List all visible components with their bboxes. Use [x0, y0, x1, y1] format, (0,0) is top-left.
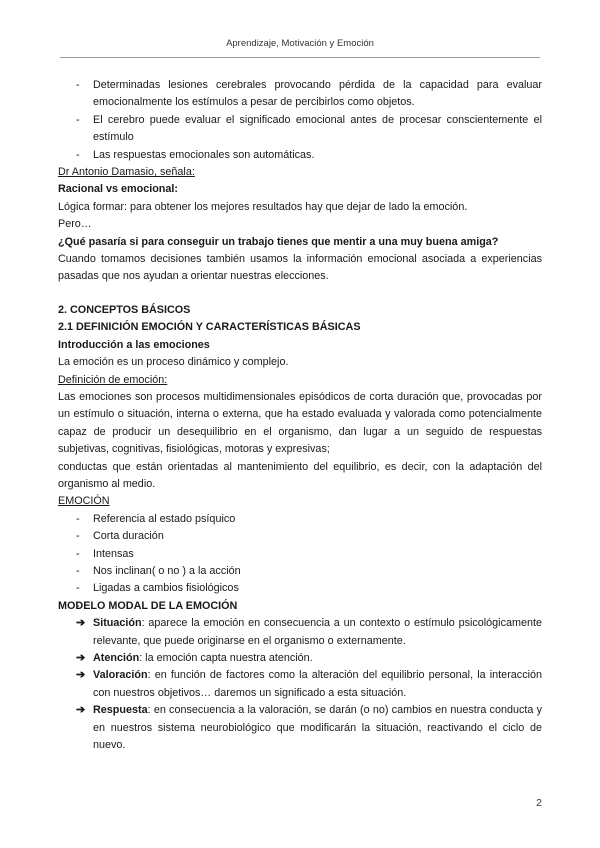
damasio-paragraph: Cuando tomamos decisiones también usamos la información emocional asociada a experiencias pasadas que nos ayudan a orientar nuestras elecciones.: [58, 253, 542, 283]
list-item: - Referencia al estado psíquico: [58, 511, 542, 528]
intro-heading: Introducción a las emociones: [58, 338, 210, 351]
list-item: - Corta duración: [58, 528, 542, 545]
damasio-pero: Pero…: [58, 218, 92, 231]
definition-text-continued: conductas que están orientadas al mantenimiento del equilibrio, es decir, con la adaptación del organismo al medio.: [58, 460, 542, 490]
page-number: 2: [536, 797, 542, 809]
term-description: : aparece la emoción en consecuencia a un contexto o estímulo psicológicamente relevante, que puede originarse en el organismo o externamente.: [93, 617, 542, 647]
list-item: - Intensas: [58, 546, 542, 563]
arrow-icon: ➔: [76, 704, 86, 717]
term-description: : en función de factores como la alteración del equilibrio personal, la interacción con nuestros objetivos… daremos un significado a esta situación.: [93, 669, 542, 699]
list-item: - Nos inclinan( o no ) a la acción: [58, 563, 542, 580]
term: Valoración: [93, 669, 148, 682]
damasio-heading: Racional vs emocional:: [58, 183, 179, 196]
term-description: : la emoción capta nuestra atención.: [139, 652, 313, 664]
damasio-title: Dr Antonio Damasio, señala:: [58, 166, 195, 179]
list-item: - Ligadas a cambios fisiológicos: [58, 580, 542, 597]
definition-heading: Definición de emoción:: [58, 373, 168, 386]
emocion-heading: EMOCIÓN: [58, 495, 110, 508]
header-divider: [60, 57, 540, 58]
term-description: : en consecuencia a la valoración, se darán (o no) cambios en nuestra conducta y en nuestros sistema neurobiológico que modificarán la situación, reactivando el ciclo de nuevo.: [93, 704, 542, 752]
list-item: [58, 615, 542, 650]
section-subtitle: 2.1 DEFINICIÓN EMOCIÓN Y CARACTERÍSTICAS BÁSICAS: [58, 321, 361, 334]
term: Respuesta: [93, 704, 148, 717]
damasio-logic: Lógica formar: para obtener los mejores resultados hay que dejar de lado la emoción.: [58, 200, 468, 213]
list-item: - Las respuestas emocionales son automáticas.: [58, 147, 542, 164]
document-body: [58, 77, 542, 754]
list-item: [58, 702, 542, 754]
modelo-heading: MODELO MODAL DE LA EMOCIÓN: [58, 599, 238, 612]
emocion-list: [58, 511, 542, 598]
term: Situación: [93, 617, 142, 630]
arrow-icon: ➔: [76, 669, 86, 682]
list-item: - Determinadas lesiones cerebrales provocando pérdida de la capacidad para evaluar emocionalmente los estímulos a pesar de percibirlos como objetos.: [58, 77, 542, 112]
section-title: 2. CONCEPTOS BÁSICOS: [58, 303, 191, 316]
damasio-question: ¿Qué pasaría si para conseguir un trabajo tienes que mentir a una muy buena amiga?: [58, 235, 499, 248]
term: Atención: [93, 652, 140, 664]
page-header: Aprendizaje, Motivación y Emoción: [226, 38, 374, 49]
arrow-icon: ➔: [76, 652, 86, 664]
modelo-list: [58, 615, 542, 754]
list-item: - El cerebro puede evaluar el significado emocional antes de procesar conscientemente el estímulo: [58, 112, 542, 147]
list-item: [58, 650, 542, 667]
list-item: [58, 667, 542, 702]
definition-text: Las emociones son procesos multidimensionales episódicos de corta duración que, provocadas por un estímulo o situación, interna o externa, que ha estado evaluada y valorada como potencialmente capaz de producir un desequilibrio en el organismo, dan lugar a un seguido de respuestas subjetivas, cognitivas, fisiológicas, motoras y expresivas;: [58, 390, 542, 456]
intro-bullet-list: [58, 77, 542, 164]
arrow-icon: ➔: [76, 617, 86, 630]
intro-text: La emoción es un proceso dinámico y complejo.: [58, 356, 289, 369]
